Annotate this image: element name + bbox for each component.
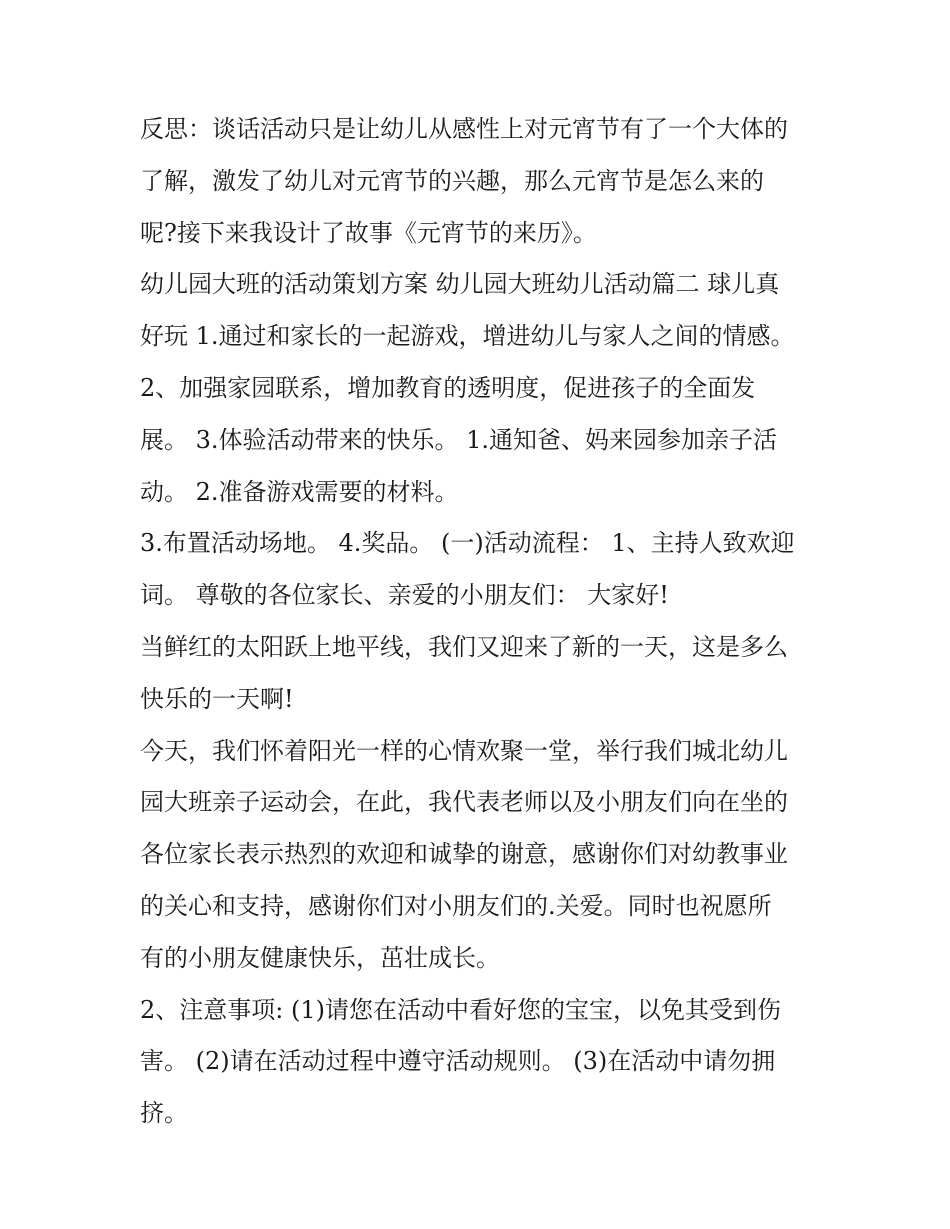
text-line: 2、注意事项: (1)请您在活动中看好您的宝宝，以免其受到伤: [140, 995, 781, 1024]
text-line: 的关心和支持，感谢你们对小朋友们的.关爱。同时也祝愿所: [140, 891, 772, 920]
paragraph-greeting: [140, 622, 820, 726]
text-line: 各位家长表示热烈的欢迎和诚挚的谢意，感谢你们对幼教事业: [140, 840, 788, 869]
text-line: 反思：谈话活动只是让幼儿从感性上对元宵节有了一个大体的: [140, 115, 788, 143]
text-line: 词。 尊敬的各位家长、亲爱的小朋友们： 大家好!: [140, 581, 669, 610]
text-line: 3.布置活动场地。 4.奖品。 (一)活动流程： 1、主持人致欢迎: [140, 529, 795, 558]
text-line: 2、加强家园联系，增加教育的透明度，促进孩子的全面发: [140, 373, 756, 402]
text-line: 了解，激发了幼儿对元宵节的兴趣，那么元宵节是怎么来的: [140, 166, 764, 195]
paragraph-reflection: [140, 104, 820, 259]
text-line: 展。 3.体验活动带来的快乐。 1.通知爸、妈来园参加亲子活: [140, 425, 778, 454]
text-line: 呢?接下来我设计了故事《元宵节的来历》。: [140, 218, 597, 247]
paragraph-notes: [140, 985, 820, 1140]
text-line: 幼儿园大班的活动策划方案 幼儿园大班幼儿活动篇二 球儿真: [140, 270, 780, 299]
text-line: 园大班亲子运动会，在此，我代表老师以及小朋友们向在坐的: [140, 788, 788, 817]
paragraph-welcome: [140, 726, 820, 985]
text-line: 动。 2.准备游戏需要的材料。: [140, 477, 459, 506]
paragraph-process: [140, 518, 820, 622]
document-page: [140, 104, 820, 1140]
paragraph-plan-title: [140, 259, 820, 363]
text-line: 快乐的一天啊!: [140, 684, 294, 713]
text-line: 今天，我们怀着阳光一样的心情欢聚一堂，举行我们城北幼儿: [140, 736, 788, 765]
text-line: 挤。: [140, 1099, 188, 1128]
text-line: 有的小朋友健康快乐，茁壮成长。: [140, 943, 500, 972]
text-line: 好玩 1.通过和家长的一起游戏，增进幼儿与家人之间的情感。: [140, 322, 795, 351]
text-line: 当鲜红的太阳跃上地平线，我们又迎来了新的一天，这是多么: [140, 632, 788, 661]
paragraph-goals: [140, 363, 820, 518]
text-line: 害。 (2)请在活动过程中遵守活动规则。 (3)在活动中请勿拥: [140, 1047, 776, 1076]
